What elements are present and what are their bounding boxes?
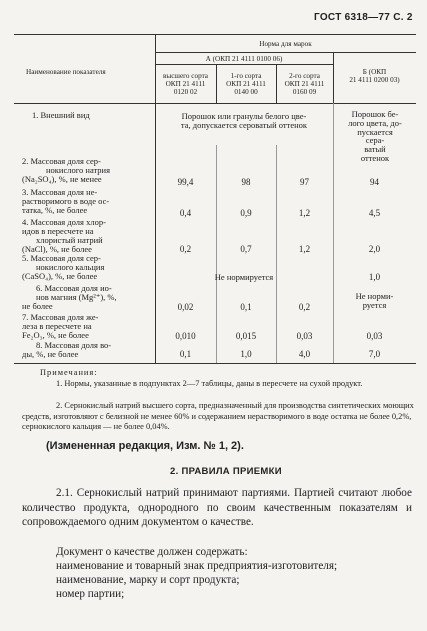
- doc-item: наименование, марку и сорт продукта;: [56, 574, 240, 586]
- value-premium: 0,010: [175, 331, 196, 341]
- table-header-bottom-rule: [14, 103, 416, 104]
- value-second: 1,2: [298, 244, 311, 254]
- value-grade-b: 94: [370, 177, 379, 187]
- row-label: 6. Массовая доля ио- нов магния (Mg²⁺), %, не более: [22, 283, 117, 311]
- value-first: 0,1: [240, 302, 252, 312]
- value-premium: 0,4: [179, 208, 192, 218]
- doc-item: наименование и товарный знак предприятия-изготовителя;: [56, 560, 338, 572]
- subcol-first-header: 1-го сорта ОКП 21 4111 0140 00: [226, 72, 266, 96]
- row-text-b: Порошок бе- лого цвета, до- пускается сера- ватый оттенок: [348, 109, 402, 163]
- row-text-b: Не норми- руется: [355, 291, 394, 310]
- value-grade-b: 2,0: [368, 244, 381, 254]
- note-1: 1. Нормы, указанные в подпунктах 2—7 таблицы, даны в пересчете на сухой продукт.: [56, 379, 363, 388]
- value-grade-b: 0,03: [366, 331, 383, 341]
- row-label: 7. Массовая доля же- леза в пересчете на Fe₂O₃, %, не более: [22, 312, 99, 340]
- paragraph-2-1: 2.1. Сернокислый натрий принимают партиями. Партией считают любое количество продукта, однородного по своим качественным показателям и сопровождаемого одним документом о качестве.: [22, 487, 412, 528]
- value-grade-b: 7,0: [368, 349, 381, 359]
- value-first: 0,015: [235, 331, 257, 341]
- value-second: 97: [300, 177, 309, 187]
- table-top-rule: [14, 34, 416, 35]
- value-premium: 0,1: [179, 349, 192, 359]
- amendment-note: (Измененная редакция, Изм. № 1, 2).: [46, 440, 244, 452]
- row-text-a: Порошок или гранулы белого цве- та, допускается сероватый оттенок: [180, 111, 308, 130]
- value-first: 98: [241, 177, 251, 187]
- running-header: ГОСТ 6318—77 С. 2: [314, 12, 413, 23]
- value-second: 4,0: [298, 349, 311, 359]
- table-grade-a-rule: [155, 64, 333, 65]
- value-first: 0,9: [240, 208, 252, 218]
- value-first: 0,7: [240, 244, 252, 254]
- value-second: 1,2: [298, 208, 311, 218]
- row-label: 3. Массовая доля не- растворимого в воде ос- татка, %, не более: [22, 187, 110, 215]
- doc-intro: Документ о качестве должен содержать:: [56, 546, 248, 558]
- note-2: 2. Сернокислый натрий высшего сорта, предназначенный для производства синтетических моющих средств, изготовляют с белизной не менее 60% и содержанием нерастворимого в воде остатка не более 0,2%, сернокислого кальция — не более 0,04%.: [22, 401, 414, 432]
- row-label: 5. Массовая доля сер- нокислого кальция (CaSO₄), %, не более: [22, 253, 105, 281]
- grade-b-header: Б (ОКП 21 4111 0200 03): [349, 68, 400, 84]
- grade-a-header: А (ОКП 21 4111 0100 06): [205, 55, 283, 63]
- value-premium: 99,4: [177, 177, 194, 187]
- value-second: 0,2: [298, 302, 311, 312]
- value-premium: 0,02: [177, 302, 194, 312]
- row-label: 4. Массовая доля хлор- идов в пересчете на хлористый натрий (NaCl), %, не более: [22, 217, 106, 254]
- value-grade-b: 1,0: [368, 272, 381, 282]
- section-title: 2. ПРАВИЛА ПРИЕМКИ: [170, 466, 282, 477]
- norm-header: Норма для марок: [259, 40, 312, 48]
- doc-item: номер партии;: [56, 588, 125, 600]
- subcol-premium-header: высшего сорта ОКП 21 4111 0120 02: [163, 72, 208, 96]
- value-premium: 0,2: [179, 244, 192, 254]
- value-first: 1,0: [240, 349, 252, 359]
- param-column-header: Наименование показателя: [26, 68, 106, 76]
- value-grade-b: 4,5: [368, 208, 381, 218]
- table-bottom-rule: [14, 363, 416, 364]
- row-label: 1. Внешний вид: [32, 110, 90, 120]
- row-text-a: Не нормируется: [214, 272, 274, 282]
- row-label: 2. Массовая доля сер- нокислого натрия (Na₂SO₄), %, не менее: [22, 156, 111, 184]
- table-norm-rule: [155, 52, 416, 53]
- subcol-second-header: 2-го сорта ОКП 21 4111 0160 09: [284, 72, 325, 96]
- value-second: 0,03: [296, 331, 313, 341]
- notes-title: Примечания:: [40, 368, 98, 377]
- row-label: 8. Массовая доля во- ды, %, не более: [22, 340, 112, 359]
